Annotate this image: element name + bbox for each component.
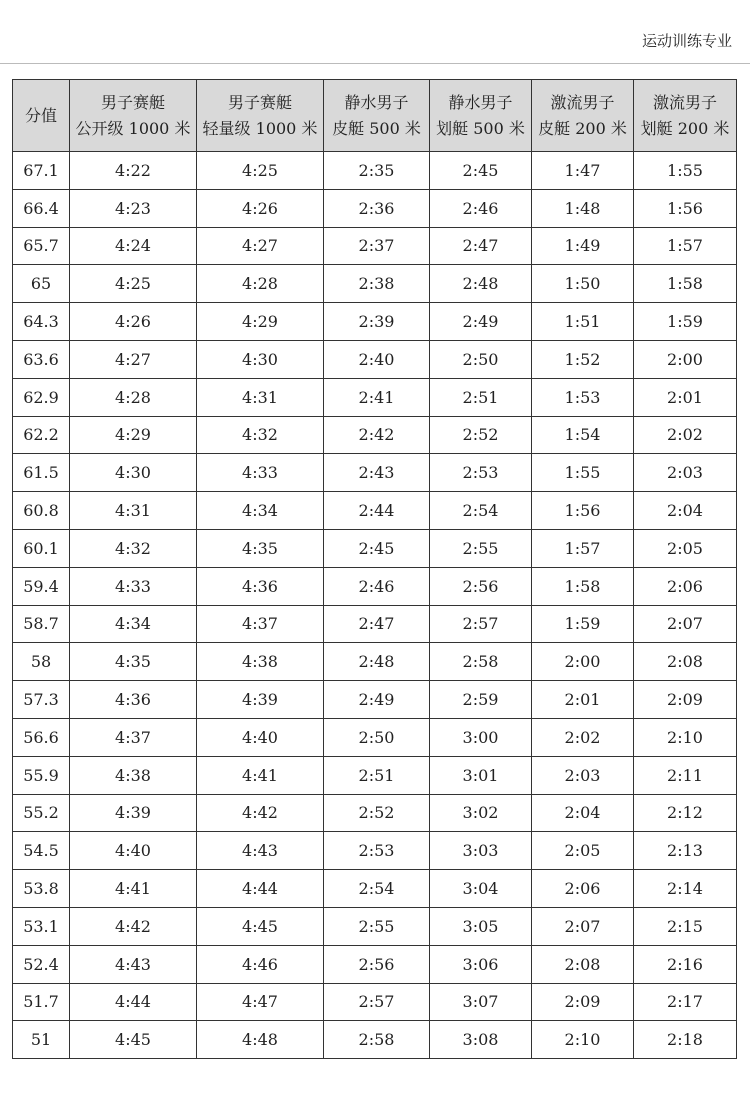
cell-rowing-open-1000m: 4:22 [70, 152, 197, 190]
cell-flatwater-canoe-500m: 2:55 [430, 529, 532, 567]
table-row [13, 303, 737, 341]
cell-rowing-open-1000m: 4:30 [70, 454, 197, 492]
cell-score: 52.4 [13, 945, 70, 983]
table-row [13, 227, 737, 265]
cell-flatwater-canoe-500m: 2:57 [430, 605, 532, 643]
cell-flatwater-kayak-500m: 2:54 [324, 870, 430, 908]
cell-flatwater-canoe-500m: 2:54 [430, 492, 532, 530]
cell-slalom-canoe-200m: 1:59 [634, 303, 737, 341]
cell-flatwater-canoe-500m: 3:03 [430, 832, 532, 870]
cell-score: 62.9 [13, 378, 70, 416]
cell-flatwater-kayak-500m: 2:53 [324, 832, 430, 870]
cell-slalom-kayak-200m: 2:09 [532, 983, 634, 1021]
cell-slalom-kayak-200m: 1:52 [532, 340, 634, 378]
cell-score: 55.2 [13, 794, 70, 832]
cell-flatwater-kayak-500m: 2:51 [324, 756, 430, 794]
cell-rowing-open-1000m: 4:32 [70, 529, 197, 567]
cell-score: 61.5 [13, 454, 70, 492]
cell-flatwater-kayak-500m: 2:52 [324, 794, 430, 832]
table-row [13, 567, 737, 605]
cell-rowing-lightweight-1000m: 4:31 [197, 378, 324, 416]
cell-flatwater-kayak-500m: 2:35 [324, 152, 430, 190]
cell-rowing-lightweight-1000m: 4:41 [197, 756, 324, 794]
cell-rowing-open-1000m: 4:28 [70, 378, 197, 416]
cell-score: 58.7 [13, 605, 70, 643]
cell-rowing-lightweight-1000m: 4:26 [197, 189, 324, 227]
cell-flatwater-kayak-500m: 2:48 [324, 643, 430, 681]
table-row [13, 907, 737, 945]
cell-slalom-canoe-200m: 2:15 [634, 907, 737, 945]
cell-slalom-canoe-200m: 2:17 [634, 983, 737, 1021]
cell-rowing-open-1000m: 4:33 [70, 567, 197, 605]
cell-slalom-kayak-200m: 1:48 [532, 189, 634, 227]
cell-score: 53.1 [13, 907, 70, 945]
cell-score: 60.8 [13, 492, 70, 530]
cell-score: 59.4 [13, 567, 70, 605]
table-row [13, 681, 737, 719]
cell-slalom-kayak-200m: 1:58 [532, 567, 634, 605]
table-row [13, 340, 737, 378]
cell-rowing-open-1000m: 4:40 [70, 832, 197, 870]
cell-rowing-open-1000m: 4:24 [70, 227, 197, 265]
cell-flatwater-kayak-500m: 2:37 [324, 227, 430, 265]
cell-score: 57.3 [13, 681, 70, 719]
cell-slalom-canoe-200m: 2:08 [634, 643, 737, 681]
cell-slalom-canoe-200m: 2:02 [634, 416, 737, 454]
cell-slalom-kayak-200m: 1:56 [532, 492, 634, 530]
cell-rowing-lightweight-1000m: 4:47 [197, 983, 324, 1021]
cell-rowing-lightweight-1000m: 4:30 [197, 340, 324, 378]
cell-rowing-lightweight-1000m: 4:33 [197, 454, 324, 492]
cell-slalom-canoe-200m: 2:16 [634, 945, 737, 983]
header-row [13, 80, 737, 152]
cell-slalom-kayak-200m: 1:53 [532, 378, 634, 416]
cell-flatwater-canoe-500m: 3:02 [430, 794, 532, 832]
cell-rowing-open-1000m: 4:38 [70, 756, 197, 794]
cell-slalom-kayak-200m: 2:06 [532, 870, 634, 908]
cell-flatwater-canoe-500m: 2:53 [430, 454, 532, 492]
cell-flatwater-canoe-500m: 2:46 [430, 189, 532, 227]
cell-flatwater-kayak-500m: 2:42 [324, 416, 430, 454]
cell-flatwater-canoe-500m: 2:59 [430, 681, 532, 719]
cell-slalom-kayak-200m: 1:47 [532, 152, 634, 190]
cell-rowing-open-1000m: 4:43 [70, 945, 197, 983]
cell-rowing-open-1000m: 4:26 [70, 303, 197, 341]
cell-slalom-kayak-200m: 1:51 [532, 303, 634, 341]
cell-flatwater-kayak-500m: 2:50 [324, 718, 430, 756]
table-row [13, 870, 737, 908]
cell-rowing-lightweight-1000m: 4:37 [197, 605, 324, 643]
cell-rowing-open-1000m: 4:27 [70, 340, 197, 378]
cell-flatwater-canoe-500m: 3:07 [430, 983, 532, 1021]
cell-slalom-canoe-200m: 1:55 [634, 152, 737, 190]
cell-score: 65.7 [13, 227, 70, 265]
cell-score: 51 [13, 1021, 70, 1059]
cell-flatwater-kayak-500m: 2:39 [324, 303, 430, 341]
cell-rowing-lightweight-1000m: 4:43 [197, 832, 324, 870]
header-slalom-kayak-200m: 激流男子 皮艇 200 米 [532, 80, 634, 152]
cell-rowing-open-1000m: 4:29 [70, 416, 197, 454]
table-row [13, 378, 737, 416]
table-row [13, 416, 737, 454]
table-row [13, 794, 737, 832]
cell-flatwater-kayak-500m: 2:36 [324, 189, 430, 227]
cell-slalom-kayak-200m: 1:57 [532, 529, 634, 567]
cell-rowing-open-1000m: 4:41 [70, 870, 197, 908]
cell-rowing-lightweight-1000m: 4:28 [197, 265, 324, 303]
cell-score: 62.2 [13, 416, 70, 454]
cell-rowing-open-1000m: 4:31 [70, 492, 197, 530]
cell-flatwater-kayak-500m: 2:38 [324, 265, 430, 303]
cell-rowing-lightweight-1000m: 4:42 [197, 794, 324, 832]
header-rule [0, 63, 750, 64]
cell-flatwater-canoe-500m: 2:52 [430, 416, 532, 454]
cell-flatwater-canoe-500m: 2:47 [430, 227, 532, 265]
cell-slalom-kayak-200m: 1:54 [532, 416, 634, 454]
cell-flatwater-kayak-500m: 2:55 [324, 907, 430, 945]
cell-slalom-canoe-200m: 1:58 [634, 265, 737, 303]
cell-slalom-kayak-200m: 2:10 [532, 1021, 634, 1059]
cell-slalom-kayak-200m: 2:08 [532, 945, 634, 983]
cell-slalom-canoe-200m: 2:14 [634, 870, 737, 908]
cell-flatwater-canoe-500m: 2:45 [430, 152, 532, 190]
cell-flatwater-canoe-500m: 3:00 [430, 718, 532, 756]
cell-rowing-lightweight-1000m: 4:34 [197, 492, 324, 530]
cell-flatwater-canoe-500m: 2:49 [430, 303, 532, 341]
cell-score: 63.6 [13, 340, 70, 378]
cell-score: 65 [13, 265, 70, 303]
header-flatwater-canoe-500m: 静水男子 划艇 500 米 [430, 80, 532, 152]
cell-rowing-lightweight-1000m: 4:35 [197, 529, 324, 567]
cell-flatwater-canoe-500m: 3:01 [430, 756, 532, 794]
cell-rowing-open-1000m: 4:37 [70, 718, 197, 756]
cell-slalom-canoe-200m: 2:04 [634, 492, 737, 530]
header-rowing-lightweight-1000m: 男子赛艇 轻量级 1000 米 [197, 80, 324, 152]
cell-score: 56.6 [13, 718, 70, 756]
cell-rowing-lightweight-1000m: 4:48 [197, 1021, 324, 1059]
cell-score: 60.1 [13, 529, 70, 567]
cell-rowing-open-1000m: 4:35 [70, 643, 197, 681]
cell-slalom-kayak-200m: 2:05 [532, 832, 634, 870]
table-row [13, 832, 737, 870]
cell-rowing-open-1000m: 4:25 [70, 265, 197, 303]
score-table [12, 79, 737, 1059]
cell-flatwater-kayak-500m: 2:56 [324, 945, 430, 983]
cell-slalom-kayak-200m: 2:00 [532, 643, 634, 681]
cell-slalom-canoe-200m: 2:09 [634, 681, 737, 719]
cell-flatwater-kayak-500m: 2:58 [324, 1021, 430, 1059]
cell-flatwater-canoe-500m: 3:05 [430, 907, 532, 945]
cell-rowing-lightweight-1000m: 4:32 [197, 416, 324, 454]
cell-flatwater-canoe-500m: 2:56 [430, 567, 532, 605]
cell-flatwater-kayak-500m: 2:41 [324, 378, 430, 416]
cell-flatwater-kayak-500m: 2:47 [324, 605, 430, 643]
cell-rowing-lightweight-1000m: 4:38 [197, 643, 324, 681]
cell-flatwater-canoe-500m: 3:06 [430, 945, 532, 983]
cell-score: 53.8 [13, 870, 70, 908]
table-row [13, 605, 737, 643]
cell-flatwater-canoe-500m: 2:50 [430, 340, 532, 378]
table-row [13, 152, 737, 190]
cell-flatwater-canoe-500m: 2:48 [430, 265, 532, 303]
cell-rowing-open-1000m: 4:45 [70, 1021, 197, 1059]
cell-flatwater-kayak-500m: 2:46 [324, 567, 430, 605]
header-score: 分值 [13, 80, 70, 152]
cell-slalom-canoe-200m: 2:03 [634, 454, 737, 492]
table-row [13, 265, 737, 303]
cell-flatwater-kayak-500m: 2:45 [324, 529, 430, 567]
table-row [13, 756, 737, 794]
cell-slalom-canoe-200m: 2:07 [634, 605, 737, 643]
cell-rowing-open-1000m: 4:42 [70, 907, 197, 945]
header-slalom-canoe-200m: 激流男子 划艇 200 米 [634, 80, 737, 152]
cell-slalom-canoe-200m: 2:12 [634, 794, 737, 832]
cell-score: 54.5 [13, 832, 70, 870]
cell-rowing-lightweight-1000m: 4:46 [197, 945, 324, 983]
cell-slalom-canoe-200m: 2:13 [634, 832, 737, 870]
cell-slalom-kayak-200m: 1:49 [532, 227, 634, 265]
cell-score: 55.9 [13, 756, 70, 794]
table-body [13, 152, 737, 1059]
cell-slalom-canoe-200m: 2:01 [634, 378, 737, 416]
table-row [13, 492, 737, 530]
header-rowing-open-1000m: 男子赛艇 公开级 1000 米 [70, 80, 197, 152]
cell-slalom-canoe-200m: 2:06 [634, 567, 737, 605]
cell-rowing-lightweight-1000m: 4:44 [197, 870, 324, 908]
cell-rowing-open-1000m: 4:44 [70, 983, 197, 1021]
cell-flatwater-kayak-500m: 2:43 [324, 454, 430, 492]
table-row [13, 983, 737, 1021]
cell-flatwater-kayak-500m: 2:44 [324, 492, 430, 530]
table-row [13, 945, 737, 983]
cell-slalom-kayak-200m: 2:03 [532, 756, 634, 794]
cell-slalom-kayak-200m: 1:59 [532, 605, 634, 643]
cell-slalom-canoe-200m: 2:11 [634, 756, 737, 794]
table-row [13, 189, 737, 227]
cell-slalom-canoe-200m: 1:57 [634, 227, 737, 265]
cell-rowing-lightweight-1000m: 4:29 [197, 303, 324, 341]
cell-slalom-kayak-200m: 1:50 [532, 265, 634, 303]
cell-flatwater-kayak-500m: 2:49 [324, 681, 430, 719]
cell-slalom-canoe-200m: 2:10 [634, 718, 737, 756]
cell-score: 67.1 [13, 152, 70, 190]
header-flatwater-kayak-500m: 静水男子 皮艇 500 米 [324, 80, 430, 152]
cell-rowing-lightweight-1000m: 4:27 [197, 227, 324, 265]
cell-score: 58 [13, 643, 70, 681]
cell-flatwater-canoe-500m: 3:08 [430, 1021, 532, 1059]
cell-rowing-open-1000m: 4:34 [70, 605, 197, 643]
cell-flatwater-canoe-500m: 2:51 [430, 378, 532, 416]
table-row [13, 718, 737, 756]
cell-rowing-open-1000m: 4:23 [70, 189, 197, 227]
cell-rowing-lightweight-1000m: 4:25 [197, 152, 324, 190]
cell-slalom-canoe-200m: 1:56 [634, 189, 737, 227]
cell-rowing-lightweight-1000m: 4:36 [197, 567, 324, 605]
table-row [13, 529, 737, 567]
cell-rowing-lightweight-1000m: 4:39 [197, 681, 324, 719]
table-row [13, 1021, 737, 1059]
cell-rowing-lightweight-1000m: 4:40 [197, 718, 324, 756]
cell-slalom-kayak-200m: 2:02 [532, 718, 634, 756]
cell-rowing-open-1000m: 4:36 [70, 681, 197, 719]
cell-slalom-kayak-200m: 2:04 [532, 794, 634, 832]
cell-slalom-kayak-200m: 2:07 [532, 907, 634, 945]
table-row [13, 643, 737, 681]
cell-flatwater-canoe-500m: 3:04 [430, 870, 532, 908]
cell-flatwater-kayak-500m: 2:57 [324, 983, 430, 1021]
cell-rowing-open-1000m: 4:39 [70, 794, 197, 832]
cell-rowing-lightweight-1000m: 4:45 [197, 907, 324, 945]
cell-slalom-kayak-200m: 2:01 [532, 681, 634, 719]
cell-flatwater-kayak-500m: 2:40 [324, 340, 430, 378]
page-header: 运动训练专业 [641, 32, 732, 50]
cell-slalom-canoe-200m: 2:05 [634, 529, 737, 567]
cell-flatwater-canoe-500m: 2:58 [430, 643, 532, 681]
table-row [13, 454, 737, 492]
cell-score: 64.3 [13, 303, 70, 341]
cell-score: 51.7 [13, 983, 70, 1021]
cell-score: 66.4 [13, 189, 70, 227]
cell-slalom-kayak-200m: 1:55 [532, 454, 634, 492]
cell-slalom-canoe-200m: 2:00 [634, 340, 737, 378]
cell-slalom-canoe-200m: 2:18 [634, 1021, 737, 1059]
